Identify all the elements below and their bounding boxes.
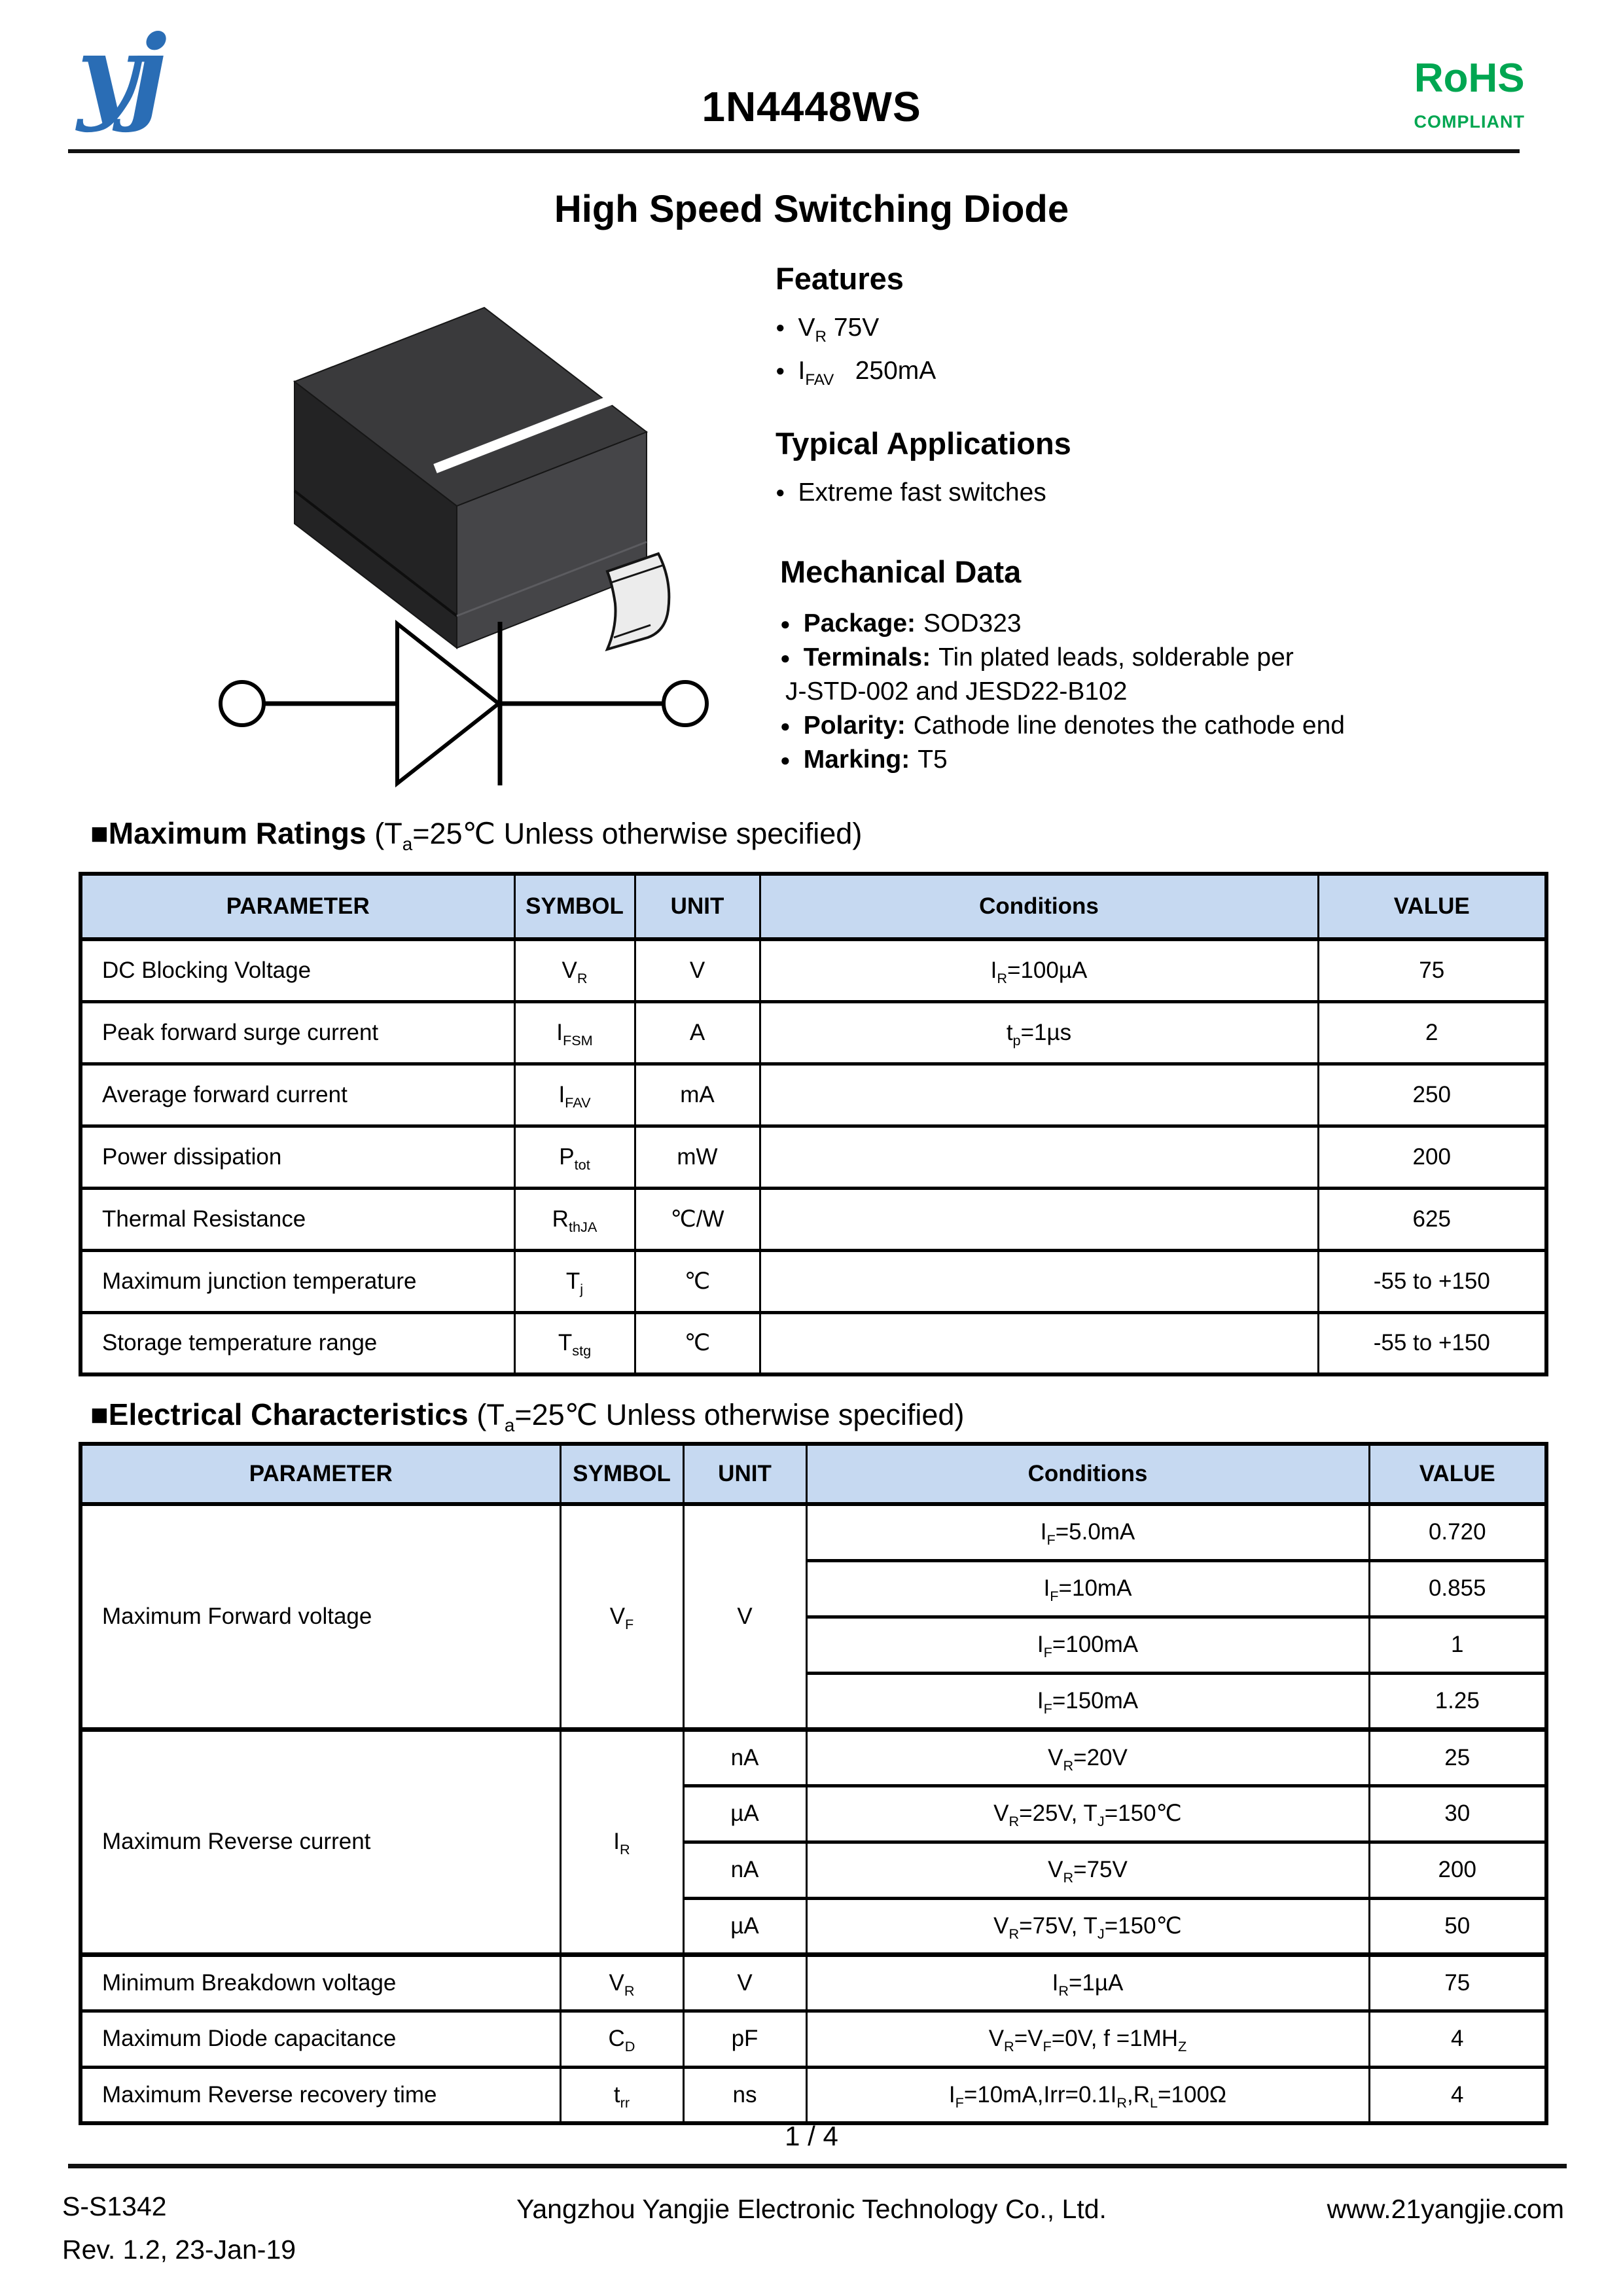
mech-value: Cathode line denotes the cathode end (913, 711, 1345, 740)
list-item (780, 607, 1345, 641)
cell-unit: µA (683, 1785, 806, 1842)
cell-conditions (760, 1312, 1318, 1374)
bullet-icon: ● (776, 319, 785, 336)
cell-value: 625 (1318, 1188, 1546, 1250)
mech-value: T5 (918, 745, 948, 774)
cell-conditions: $I_R=1\mu A$ (806, 1954, 1369, 2011)
cell-value: 200 (1318, 1126, 1546, 1188)
cell-parameter: Maximum Reverse current (80, 1729, 560, 1954)
mechanical-data-section (780, 554, 1345, 777)
cell-symbol: $t_{rr}$ (560, 2067, 683, 2123)
table-row (80, 1250, 1546, 1312)
revision-label: Rev. 1.2, 23-Jan-19 (62, 2234, 296, 2265)
bullet-icon: ● (780, 648, 791, 668)
cell-unit: ns (683, 2067, 806, 2123)
list-item (776, 478, 1071, 507)
cell-symbol: $V_R$ (514, 939, 635, 1001)
cell-unit: ℃ (635, 1312, 760, 1374)
bullet-icon: ● (776, 484, 785, 501)
col-unit: UNIT (635, 874, 760, 939)
table-row (80, 1312, 1546, 1374)
cell-value: 0.855 (1369, 1560, 1546, 1617)
col-symbol: SYMBOL (514, 874, 635, 939)
cell-symbol: $I_{FAV}$ (514, 1064, 635, 1126)
max-ratings-table (79, 872, 1548, 1376)
cell-value: 1.25 (1369, 1673, 1546, 1729)
bullet-icon: ● (776, 362, 785, 380)
company-name: Yangzhou Yangjie Electronic Technology Co., Ltd. (516, 2194, 1107, 2224)
diode-triangle (397, 624, 499, 783)
company-logo: yj (77, 13, 159, 134)
cell-value: 50 (1369, 1898, 1546, 1954)
cell-unit: µA (683, 1898, 806, 1954)
table-header-row (80, 1444, 1546, 1504)
cell-value: -55 to +150 (1318, 1312, 1546, 1374)
cell-value: 30 (1369, 1785, 1546, 1842)
table-row (80, 1504, 1546, 1560)
mech-value: J-STD-002 and JESD22-B102 (785, 677, 1128, 706)
mech-value: SOD323 (923, 609, 1022, 637)
cell-value: 0.720 (1369, 1504, 1546, 1560)
list-item (780, 709, 1345, 743)
features-section (776, 260, 936, 400)
page-title: High Speed Switching Diode (554, 188, 1069, 230)
table-row (80, 1126, 1546, 1188)
electrical-heading-cond: ($T_a=25℃$ Unless otherwise specified) (476, 1398, 965, 1435)
table-row (80, 1064, 1546, 1126)
cell-parameter: Power dissipation (80, 1126, 514, 1188)
diode-symbol (216, 607, 713, 797)
cell-value: 1 (1369, 1617, 1546, 1673)
cell-parameter: Maximum junction temperature (80, 1250, 514, 1312)
cell-conditions: $V_R=20V$ (806, 1729, 1369, 1785)
col-symbol: SYMBOL (560, 1444, 683, 1504)
cell-unit: ℃ (635, 1250, 760, 1312)
cell-unit: mA (635, 1064, 760, 1126)
cell-symbol: $C_D$ (560, 2011, 683, 2067)
bullet-icon: ● (780, 750, 791, 770)
cell-parameter: Minimum Breakdown voltage (80, 1954, 560, 2011)
cell-parameter: Maximum Reverse recovery time (80, 2067, 560, 2123)
cell-parameter: Maximum Forward voltage (80, 1504, 560, 1729)
table-row (80, 1729, 1546, 1785)
mechanical-heading: Mechanical Data (780, 554, 1022, 589)
cell-value: 25 (1369, 1729, 1546, 1785)
list-item (776, 357, 936, 389)
table-row (80, 1001, 1546, 1064)
cell-unit: A (635, 1001, 760, 1064)
cell-unit: nA (683, 1842, 806, 1898)
max-ratings-heading-bold: ■Maximum Ratings (90, 816, 375, 850)
list-item (776, 314, 936, 346)
max-ratings-heading-cond: ($T_a=25℃$ Unless otherwise specified) (374, 817, 863, 854)
cell-conditions: $I_F=10mA,Irr=0.1I_R,R_L=100\Omega$ (806, 2067, 1369, 2123)
bullet-icon: ● (780, 716, 791, 736)
cell-parameter: DC Blocking Voltage (80, 939, 514, 1001)
package-image (216, 274, 674, 653)
cell-value: 75 (1318, 939, 1546, 1001)
cell-symbol: $V_F$ (560, 1504, 683, 1729)
features-heading: Features (776, 261, 904, 296)
cell-conditions: $V_R=75V$ (806, 1842, 1369, 1898)
cell-symbol: $I_{FSM}$ (514, 1001, 635, 1064)
mech-label: Package: (803, 609, 916, 637)
cell-conditions: $I_F=5.0mA$ (806, 1504, 1369, 1560)
mech-label: Polarity: (803, 711, 906, 740)
part-number-title: 1N4448WS (702, 83, 921, 130)
rohs-compliant-label: COMPLIANT (1414, 112, 1525, 132)
rohs-label: RoHS (1414, 56, 1525, 101)
cell-parameter: Maximum Diode capacitance (80, 2011, 560, 2067)
bullet-icon: ● (780, 614, 791, 634)
table-row (80, 939, 1546, 1001)
cell-unit: ℃/W (635, 1188, 760, 1250)
cell-conditions: $t_p=1\mu s$ (760, 1001, 1318, 1064)
cell-value: 250 (1318, 1064, 1546, 1126)
mech-label: Marking: (803, 745, 910, 774)
cell-symbol: $V_R$ (560, 1954, 683, 2011)
col-conditions: Conditions (760, 874, 1318, 939)
anode-terminal-circle (221, 682, 264, 725)
cell-symbol: $I_R$ (560, 1729, 683, 1954)
mech-value: Tin plated leads, solderable per (938, 643, 1294, 672)
cell-unit: mW (635, 1126, 760, 1188)
cell-value: 75 (1369, 1954, 1546, 2011)
footer-divider (68, 2164, 1567, 2168)
cell-value: 4 (1369, 2067, 1546, 2123)
applications-heading: Typical Applications (776, 426, 1071, 461)
cathode-terminal-circle (664, 682, 707, 725)
cell-conditions: $I_F=150mA$ (806, 1673, 1369, 1729)
col-value: VALUE (1369, 1444, 1546, 1504)
list-item (780, 743, 1345, 777)
cell-conditions: $I_F=10mA$ (806, 1560, 1369, 1617)
cell-conditions (760, 1250, 1318, 1312)
cell-symbol: $T_j$ (514, 1250, 635, 1312)
cell-value: -55 to +150 (1318, 1250, 1546, 1312)
cell-conditions: $I_F=100mA$ (806, 1617, 1369, 1673)
electrical-heading-bold: ■Electrical Characteristics (90, 1397, 477, 1431)
cell-parameter: Thermal Resistance (80, 1188, 514, 1250)
cell-conditions: $V_R=V_F=0V$, $f =1MH_Z$ (806, 2011, 1369, 2067)
rohs-badge (1414, 55, 1525, 132)
table-row (80, 2067, 1546, 2123)
cell-unit: V (683, 1504, 806, 1729)
document-number: S-S1342 (62, 2191, 167, 2221)
cell-parameter: Average forward current (80, 1064, 514, 1126)
table-row (80, 1954, 1546, 2011)
list-item (780, 675, 1345, 709)
cell-conditions (760, 1064, 1318, 1126)
cell-symbol: $P_{tot}$ (514, 1126, 635, 1188)
cell-value: 4 (1369, 2011, 1546, 2067)
cell-conditions (760, 1188, 1318, 1250)
list-item (780, 641, 1345, 675)
feature-text: $I_{FAV}$ 250mA (798, 357, 936, 389)
cell-parameter: Storage temperature range (80, 1312, 514, 1374)
col-value: VALUE (1318, 874, 1546, 939)
application-text: Extreme fast switches (798, 478, 1046, 507)
col-parameter: PARAMETER (80, 874, 514, 939)
col-unit: UNIT (683, 1444, 806, 1504)
cell-conditions: $V_R=25V$, $T_J=150℃$ (806, 1785, 1369, 1842)
mech-label: Terminals: (803, 643, 931, 672)
header-divider (68, 149, 1520, 153)
col-conditions: Conditions (806, 1444, 1369, 1504)
cell-unit: nA (683, 1729, 806, 1785)
applications-section (776, 425, 1071, 522)
col-parameter: PARAMETER (80, 1444, 560, 1504)
electrical-characteristics-table (79, 1442, 1548, 2125)
table-header-row (80, 874, 1546, 939)
cell-parameter: Peak forward surge current (80, 1001, 514, 1064)
cell-symbol: $R_{thJA}$ (514, 1188, 635, 1250)
page-number: 1 / 4 (785, 2121, 838, 2151)
website-url: www.21yangjie.com (1327, 2194, 1564, 2224)
cell-value: 200 (1369, 1842, 1546, 1898)
cell-value: 2 (1318, 1001, 1546, 1064)
cell-symbol: $T_{stg}$ (514, 1312, 635, 1374)
cell-conditions (760, 1126, 1318, 1188)
cell-unit: V (635, 939, 760, 1001)
cell-unit: V (683, 1954, 806, 2011)
cell-conditions: $I_R=100\mu A$ (760, 939, 1318, 1001)
max-ratings-heading (90, 816, 863, 854)
table-row (80, 2011, 1546, 2067)
electrical-heading (90, 1397, 965, 1435)
feature-text: $V_R$ 75V (798, 314, 880, 346)
cell-conditions: $V_R=75V$, $T_J=150℃$ (806, 1898, 1369, 1954)
cell-unit: pF (683, 2011, 806, 2067)
table-row (80, 1188, 1546, 1250)
